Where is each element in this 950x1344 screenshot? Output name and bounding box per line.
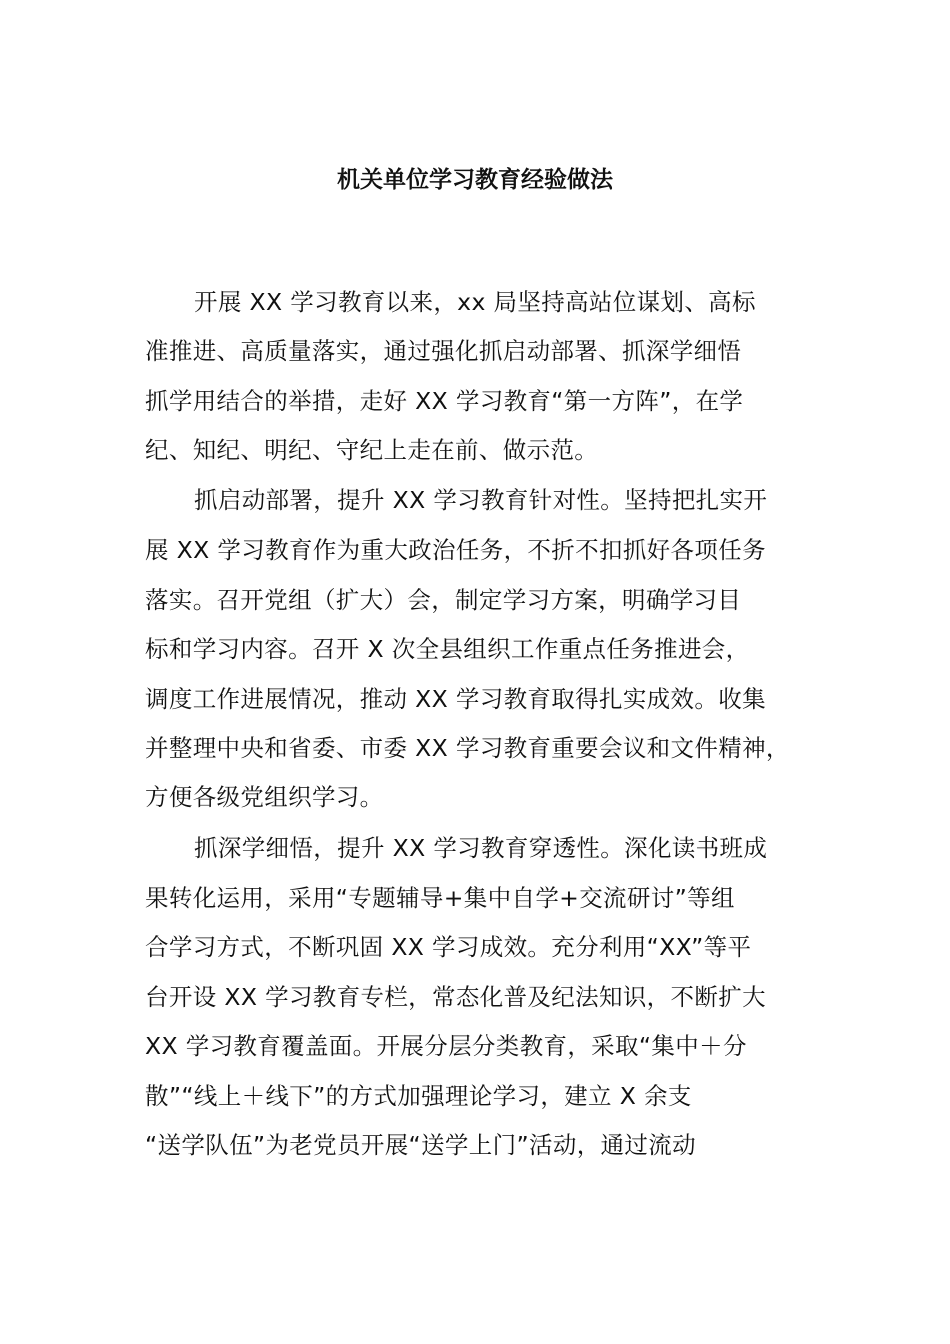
paragraph-3-line-4: 台开设 XX 学习教育专栏，常态化普及纪法知识，不断扩大 [145, 983, 766, 1011]
paragraph-2-line-6: 并整理中央和省委、市委 XX 学习教育重要会议和文件精神， [145, 734, 790, 762]
paragraph-3-line-3: 合学习方式，不断巩固 XX 学习成效。充分利用“XX”等平 [145, 933, 752, 961]
paragraph-2-line-3: 落实。召开党组（扩大）会，制定学习方案，明确学习目 [145, 586, 742, 614]
paragraph-2-line-7: 方便各级党组织学习。 [145, 783, 384, 811]
paragraph-1-line-4: 纪、知纪、明纪、守纪上走在前、做示范。 [145, 436, 599, 464]
paragraph-2-line-1: 抓启动部署，提升 XX 学习教育针对性。坚持把扎实开 [194, 486, 768, 514]
paragraph-3-line-5: XX 学习教育覆盖面。开展分层分类教育，采取“集中＋分 [145, 1032, 747, 1060]
paragraph-3-line-6: 散”“线上＋线下”的方式加强理论学习，建立 X 余支 [145, 1082, 692, 1110]
paragraph-1-line-2: 准推进、高质量落实，通过强化抓启动部署、抓深学细悟 [145, 337, 742, 365]
paragraph-3-line-2: 果转化运用，采用“专题辅导+集中自学+交流研讨”等组 [145, 884, 735, 912]
paragraph-1-line-3: 抓学用结合的举措，走好 XX 学习教育“第一方阵”，在学 [145, 387, 744, 415]
paragraph-3-line-1: 抓深学细悟，提升 XX 学习教育穿透性。深化读书班成 [194, 834, 768, 862]
paragraph-1-line-1: 开展 XX 学习教育以来，xx 局坚持高站位谋划、高标 [194, 288, 756, 316]
document-title: 机关单位学习教育经验做法 [337, 167, 613, 193]
paragraph-2-line-4: 标和学习内容。召开 X 次全县组织工作重点任务推进会， [145, 635, 750, 663]
paragraph-2-line-5: 调度工作进展情况，推动 XX 学习教育取得扎实成效。收集 [145, 685, 766, 713]
paragraph-3-line-7: “送学队伍”为老党员开展“送学上门”活动，通过流动 [145, 1131, 696, 1159]
paragraph-2-line-2: 展 XX 学习教育作为重大政治任务，不折不扣抓好各项任务 [145, 536, 766, 564]
